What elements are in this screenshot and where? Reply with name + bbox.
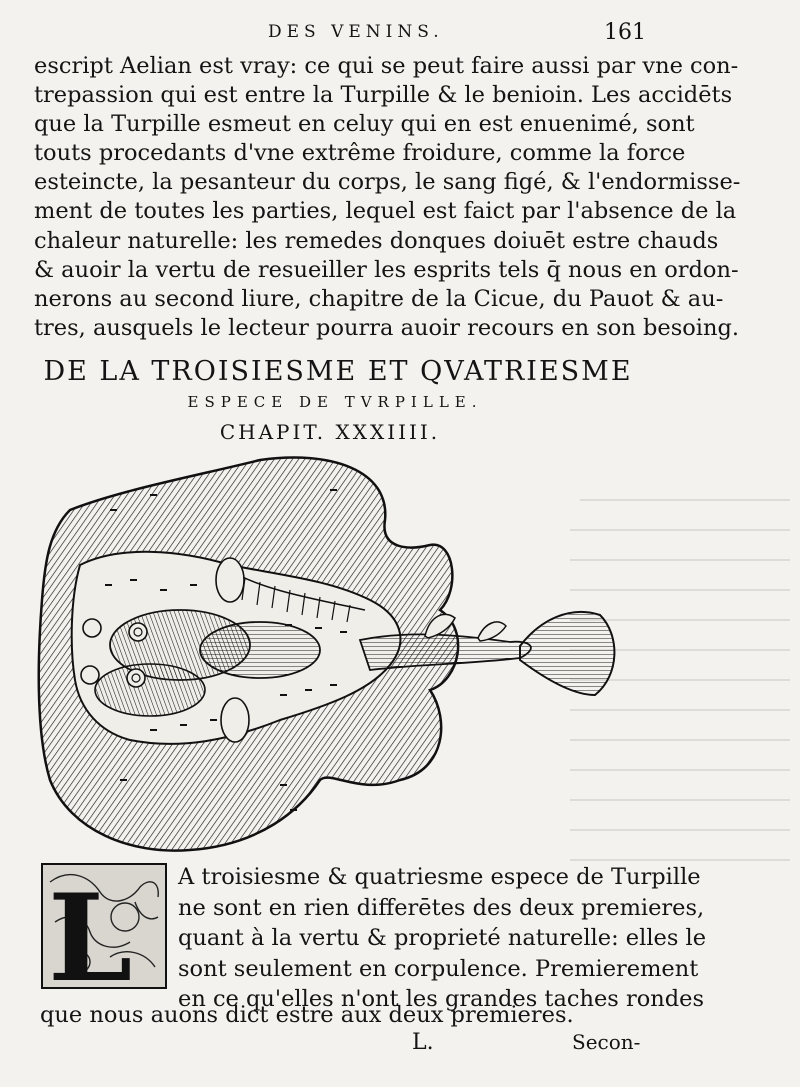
initial-letter: L	[48, 868, 133, 990]
chapter-subtitle: ESPECE DE TVRPILLE.	[187, 393, 483, 411]
text-line: sont seulement en corpulence. Premierement	[178, 955, 699, 982]
chapter-number: CHAPIT. XXXIIII.	[219, 420, 441, 444]
text-line: en ce qu'elles n'ont les grandes taches rondes	[178, 986, 705, 1012]
page-number: 161	[604, 20, 646, 45]
text-line: que nous auons dict estre aux deux premieres.	[40, 1002, 574, 1028]
chapter-title: DE LA TROISIESME ET QVATRIESME	[43, 356, 633, 387]
text-line: trepassion qui est entre la Turpille & le benioin. Les accidēts	[34, 82, 733, 109]
catchword: Secon-	[572, 1030, 641, 1054]
text-line: touts procedants d'vne extrême froidure, comme la force	[34, 140, 686, 167]
text-line: nerons au second liure, chapitre de la Cicue, du Pauot & au-	[34, 285, 724, 312]
paragraph-indented	[178, 862, 707, 1015]
text-line: ne sont en rien differētes des deux premieres,	[178, 894, 705, 921]
text-line: esteincte, la pesanteur du corps, le sang figé, & l'endormisse-	[34, 169, 741, 196]
text-line: ment de toutes les parties, lequel est faict par l'absence de la	[34, 198, 737, 225]
text-line: A troisiesme & quatriesme espece de Turpille	[178, 864, 701, 890]
text-line: tres, ausquels le lecteur pourra auoir recours en son besoing.	[34, 314, 740, 341]
decorated-initial	[40, 862, 168, 990]
text-line: escript Aelian est vray: ce qui se peut faire aussi par vne con-	[34, 53, 739, 79]
text-line: quant à la vertu & proprieté naturelle: elles le	[178, 925, 707, 951]
body-text	[34, 52, 741, 343]
paragraph-full-width	[40, 1000, 648, 1030]
text-line: & auoir la vertu de resueiller les esprits tels q̄ nous en ordon-	[34, 256, 739, 283]
signature-mark: L.	[412, 1030, 434, 1055]
text-line: chaleur naturelle: les remedes donques doiuēt estre chauds	[34, 227, 719, 254]
torpedo-ray-illustration	[30, 450, 630, 855]
text-line: que la Turpille esmeut en celuy qui en est enuenimé, sont	[34, 111, 695, 138]
running-title: DES VENINS.	[268, 22, 444, 42]
